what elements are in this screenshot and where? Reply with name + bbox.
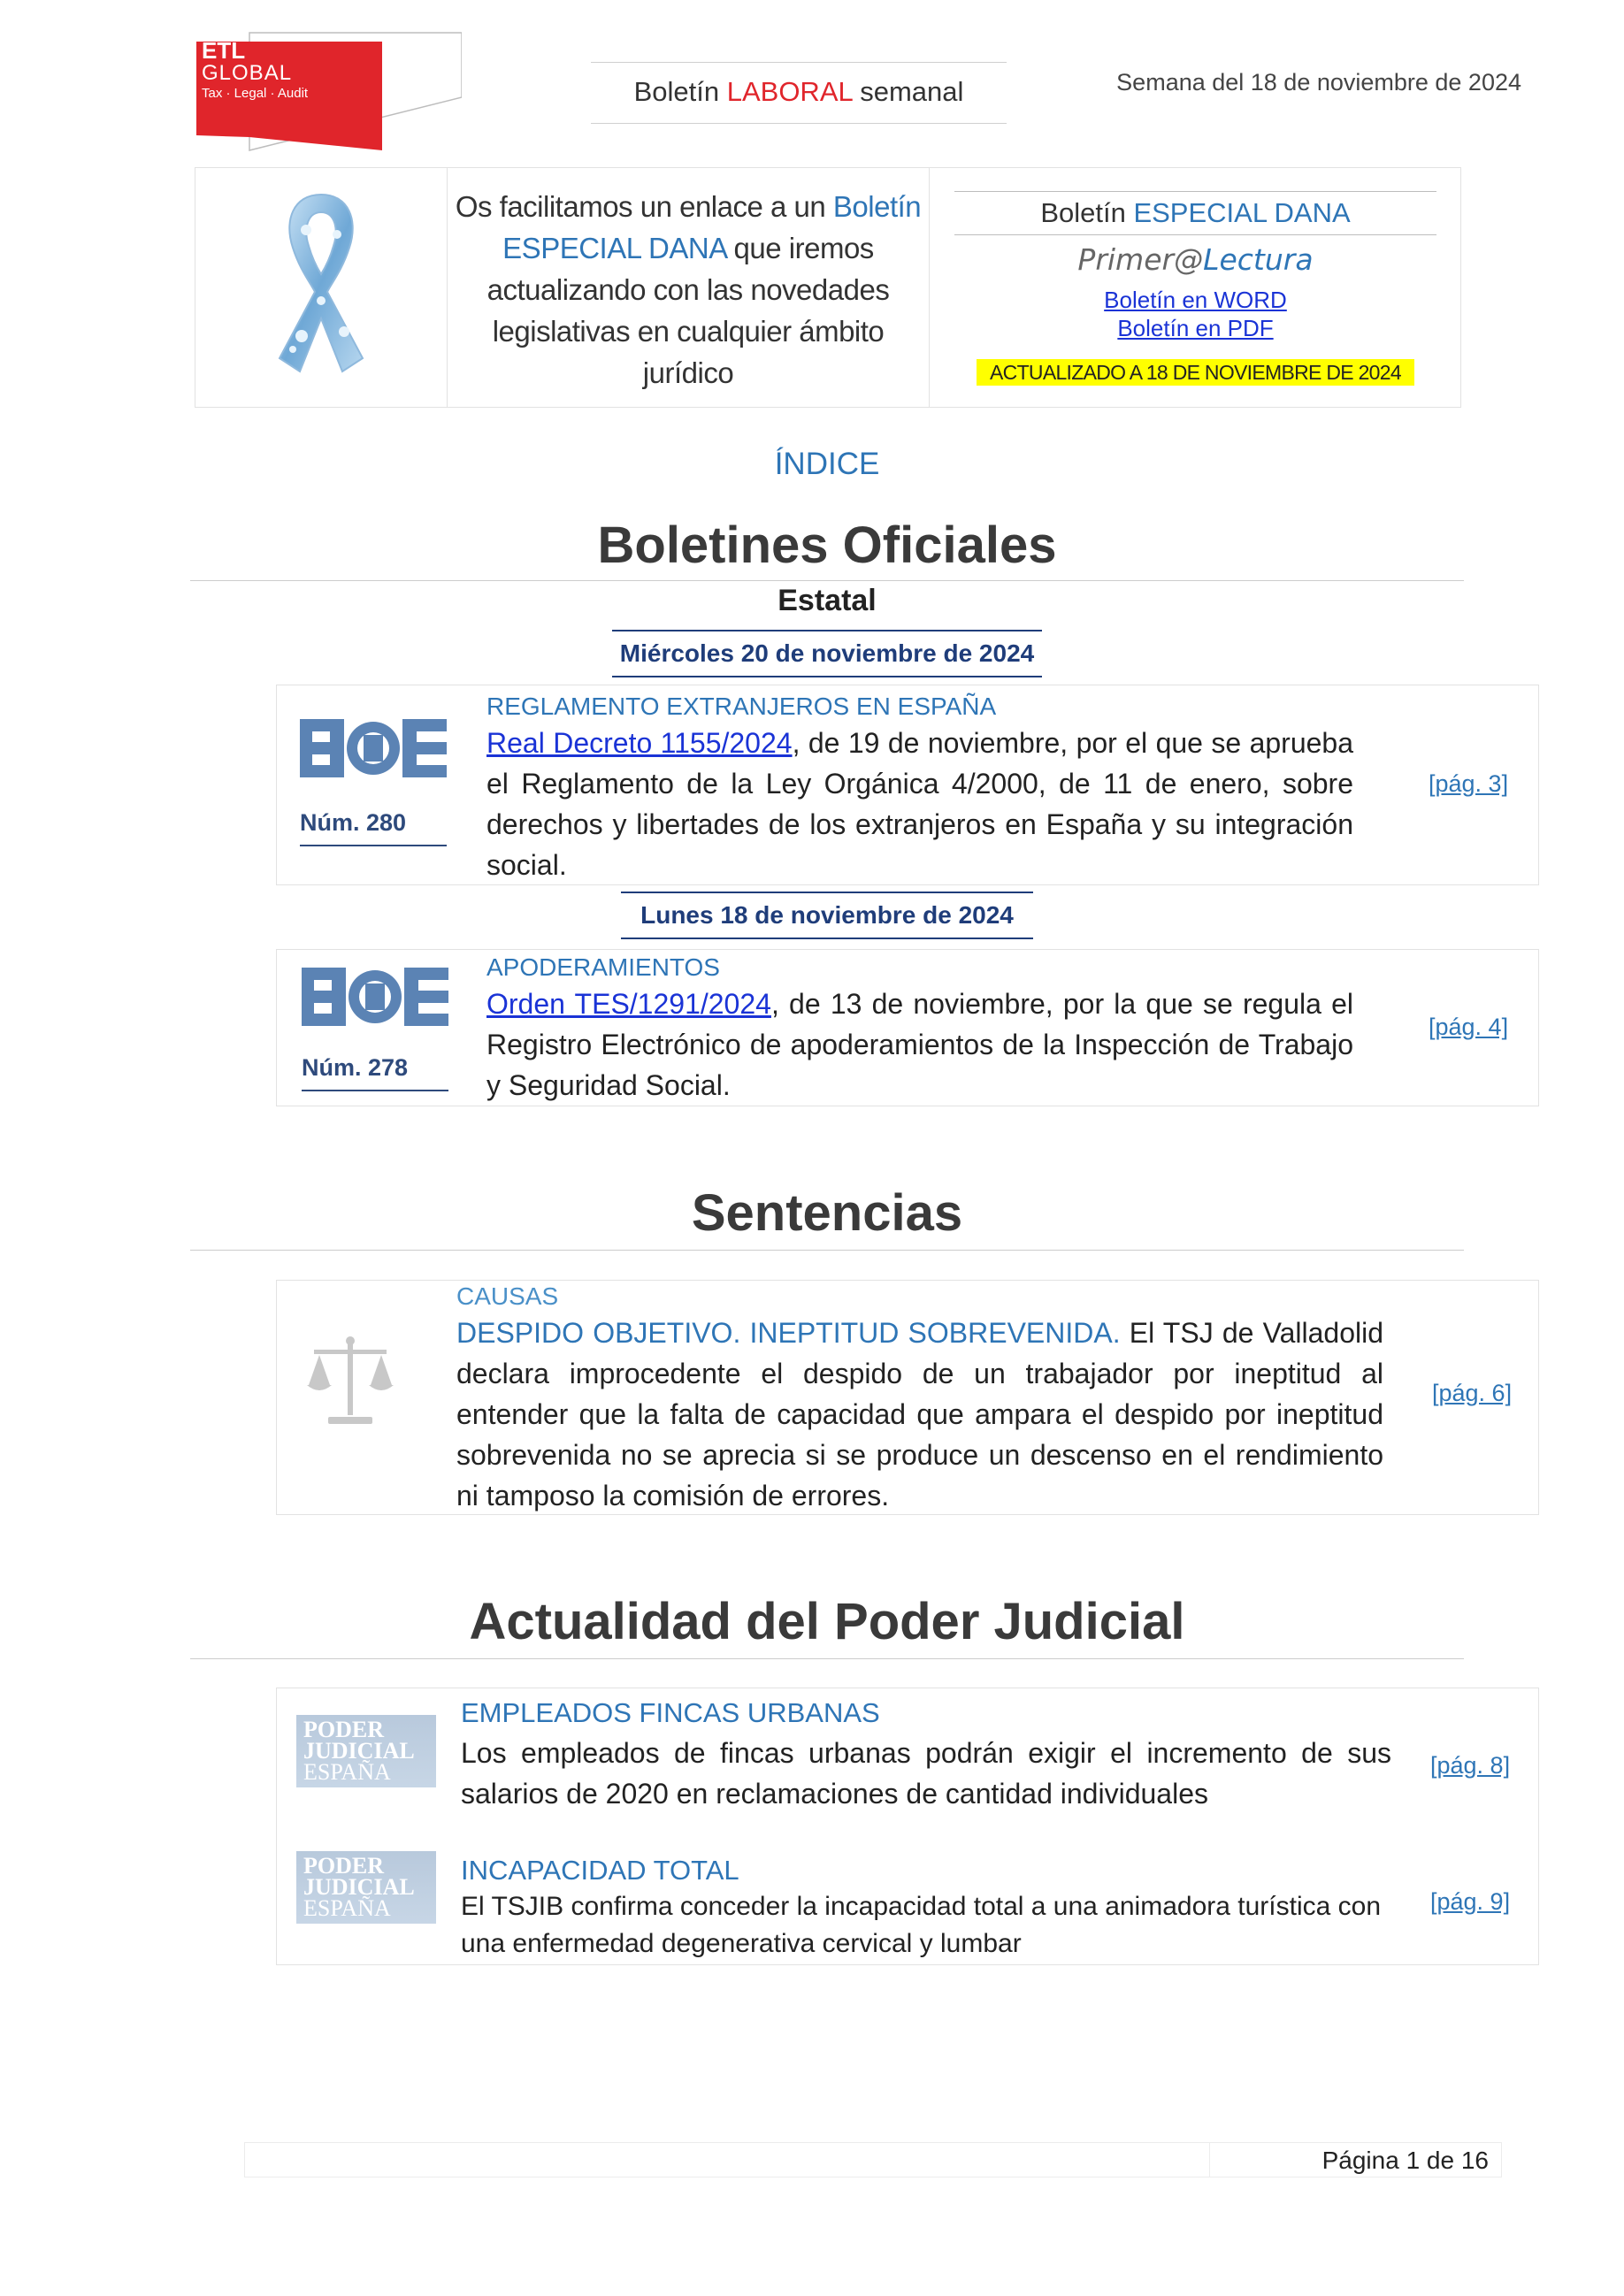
item-description-text: , de 19 de noviembre, por el que se aprueba el Reglamento de la Ley Orgánica 4/2000, de 11 de enero, sobre derechos y libertades de los extranjeros en España y su integración social. <box>486 727 1354 881</box>
boe-number: Núm. 280 <box>300 809 447 846</box>
poder-judicial-logo <box>296 1715 436 1787</box>
bulletin-title-prefix: Boletín <box>633 76 727 107</box>
bulletin-title-highlight: LABORAL <box>726 76 853 107</box>
item-description: Los empleados de fincas urbanas podrán exigir el incremento de sus salarios de 2020 en reclamaciones de cantidad individuales <box>461 1737 1391 1810</box>
boe-number: Núm. 278 <box>302 1054 448 1091</box>
updated-badge: ACTUALIZADO A 18 DE NOVIEMBRE DE 2024 <box>977 359 1414 386</box>
dana-banner <box>195 167 1461 408</box>
scales-icon <box>305 1334 395 1426</box>
dana-links-cell <box>931 168 1460 407</box>
pj-logo-line-2: JUDICIAL <box>303 1874 415 1900</box>
item-description: El TSJIB confirma conceder la incapacidad total a una animadora turística con una enfermedad degenerativa cervical y lumbar <box>461 1892 1382 1958</box>
dana-box-title <box>954 191 1436 235</box>
brand-primera: Primer@ <box>1077 242 1204 277</box>
item-category: REGLAMENTO EXTRANJEROS EN ESPAÑA <box>486 693 997 720</box>
item-category: EMPLEADOS FINCAS URBANAS <box>461 1697 880 1728</box>
logo-global-text: GLOBAL <box>202 61 293 85</box>
section-title-sentencias: Sentencias <box>190 1181 1464 1251</box>
item-category: APODERAMIENTOS <box>486 953 720 981</box>
boe-item-card-1 <box>276 949 1539 1106</box>
item-description-text: , de 13 de noviembre, por la que se regula el Registro Electrónico de apoderamientos de la Inspección de Trabajo y Seguridad Social. <box>486 988 1354 1101</box>
pj-logo-line-1: PODER <box>303 1717 384 1742</box>
section-title-poder-judicial: Actualidad del Poder Judicial <box>190 1589 1464 1659</box>
pj-logo-line-3: ESPAÑA <box>303 1759 391 1785</box>
day-header-0: Miércoles 20 de noviembre de 2024 <box>612 630 1042 677</box>
sentence-item-card <box>276 1280 1539 1515</box>
brand-lectura: Lectura <box>1203 242 1314 277</box>
poder-judicial-logo <box>296 1851 436 1924</box>
page-reference-link[interactable]: [pág. 8] <box>1430 1752 1511 1779</box>
page-reference-link[interactable]: [pág. 4] <box>1429 1014 1509 1040</box>
primera-lectura-brand <box>931 242 1460 277</box>
sentence-headline: DESPIDO OBJETIVO. INEPTITUD SOBREVENIDA. <box>456 1317 1121 1349</box>
item-description <box>456 1313 1383 1516</box>
section-subtitle-estatal: Estatal <box>778 584 877 617</box>
logo-tagline: Tax · Legal · Audit <box>202 86 309 101</box>
page-number: Página 1 de 16 <box>1321 2147 1489 2174</box>
item-category: INCAPACIDAD TOTAL <box>461 1855 739 1886</box>
day-header-1: Lunes 18 de noviembre de 2024 <box>621 892 1033 939</box>
bulletin-title-suffix: semanal <box>852 76 964 107</box>
pj-logo-line-3: ESPAÑA <box>303 1895 391 1921</box>
dana-box-title-highlight: ESPECIAL DANA <box>1133 197 1351 228</box>
dana-box-title-prefix: Boletín <box>1040 197 1134 228</box>
pj-logo-line-2: JUDICIAL <box>303 1738 415 1764</box>
pj-logo-line-1: PODER <box>303 1853 384 1879</box>
page-footer <box>244 2142 1502 2177</box>
dana-message-post: que iremos actualizando con las novedades legislativas en cualquier ámbito jurídico <box>486 232 890 389</box>
bulletin-title <box>591 62 1007 124</box>
logo-etl-text: ETL <box>202 37 246 64</box>
boe-logo <box>300 719 447 777</box>
page-reference-link[interactable]: [pág. 6] <box>1432 1380 1513 1406</box>
item-description-text: El TSJ de Valladolid declara improcedente el despido de un trabajador por ineptitud al entender que la falta de capacidad que ampara el despido por ineptitud sobrevenida no se aprecia si se produce un descenso en el rendimiento ni tamposo la comisión de errores. <box>456 1317 1384 1512</box>
dana-ribbon-cell <box>195 168 448 407</box>
regulation-link[interactable]: Real Decreto 1155/2024 <box>486 727 793 759</box>
bulletin-week-date: Semana del 18 de noviembre de 2024 <box>1116 69 1521 96</box>
regulation-link[interactable]: Orden TES/1291/2024 <box>486 988 771 1020</box>
page-reference-link[interactable]: [pág. 9] <box>1430 1888 1511 1915</box>
poder-judicial-card <box>276 1688 1539 1965</box>
item-category: CAUSAS <box>456 1282 559 1310</box>
dana-message <box>448 168 930 407</box>
boe-item-card-0 <box>276 685 1539 885</box>
page-reference-link[interactable]: [pág. 3] <box>1429 770 1509 797</box>
blue-ribbon-icon <box>195 168 447 407</box>
pdf-bulletin-link[interactable]: Boletín en PDF <box>1117 315 1274 341</box>
section-title-boletines: Boletines Oficiales <box>190 515 1464 581</box>
footer-divider <box>1209 2143 1210 2177</box>
etl-global-logo <box>196 31 462 155</box>
boe-logo <box>302 968 448 1026</box>
index-heading: ÍNDICE <box>774 447 880 481</box>
dana-message-link[interactable]: Boletín ESPECIAL DANA <box>502 190 922 264</box>
item-description <box>486 983 1353 1106</box>
item-description <box>486 723 1353 885</box>
word-bulletin-link[interactable]: Boletín en WORD <box>1104 287 1287 313</box>
dana-message-pre: Os facilitamos un enlace a un <box>455 190 833 223</box>
